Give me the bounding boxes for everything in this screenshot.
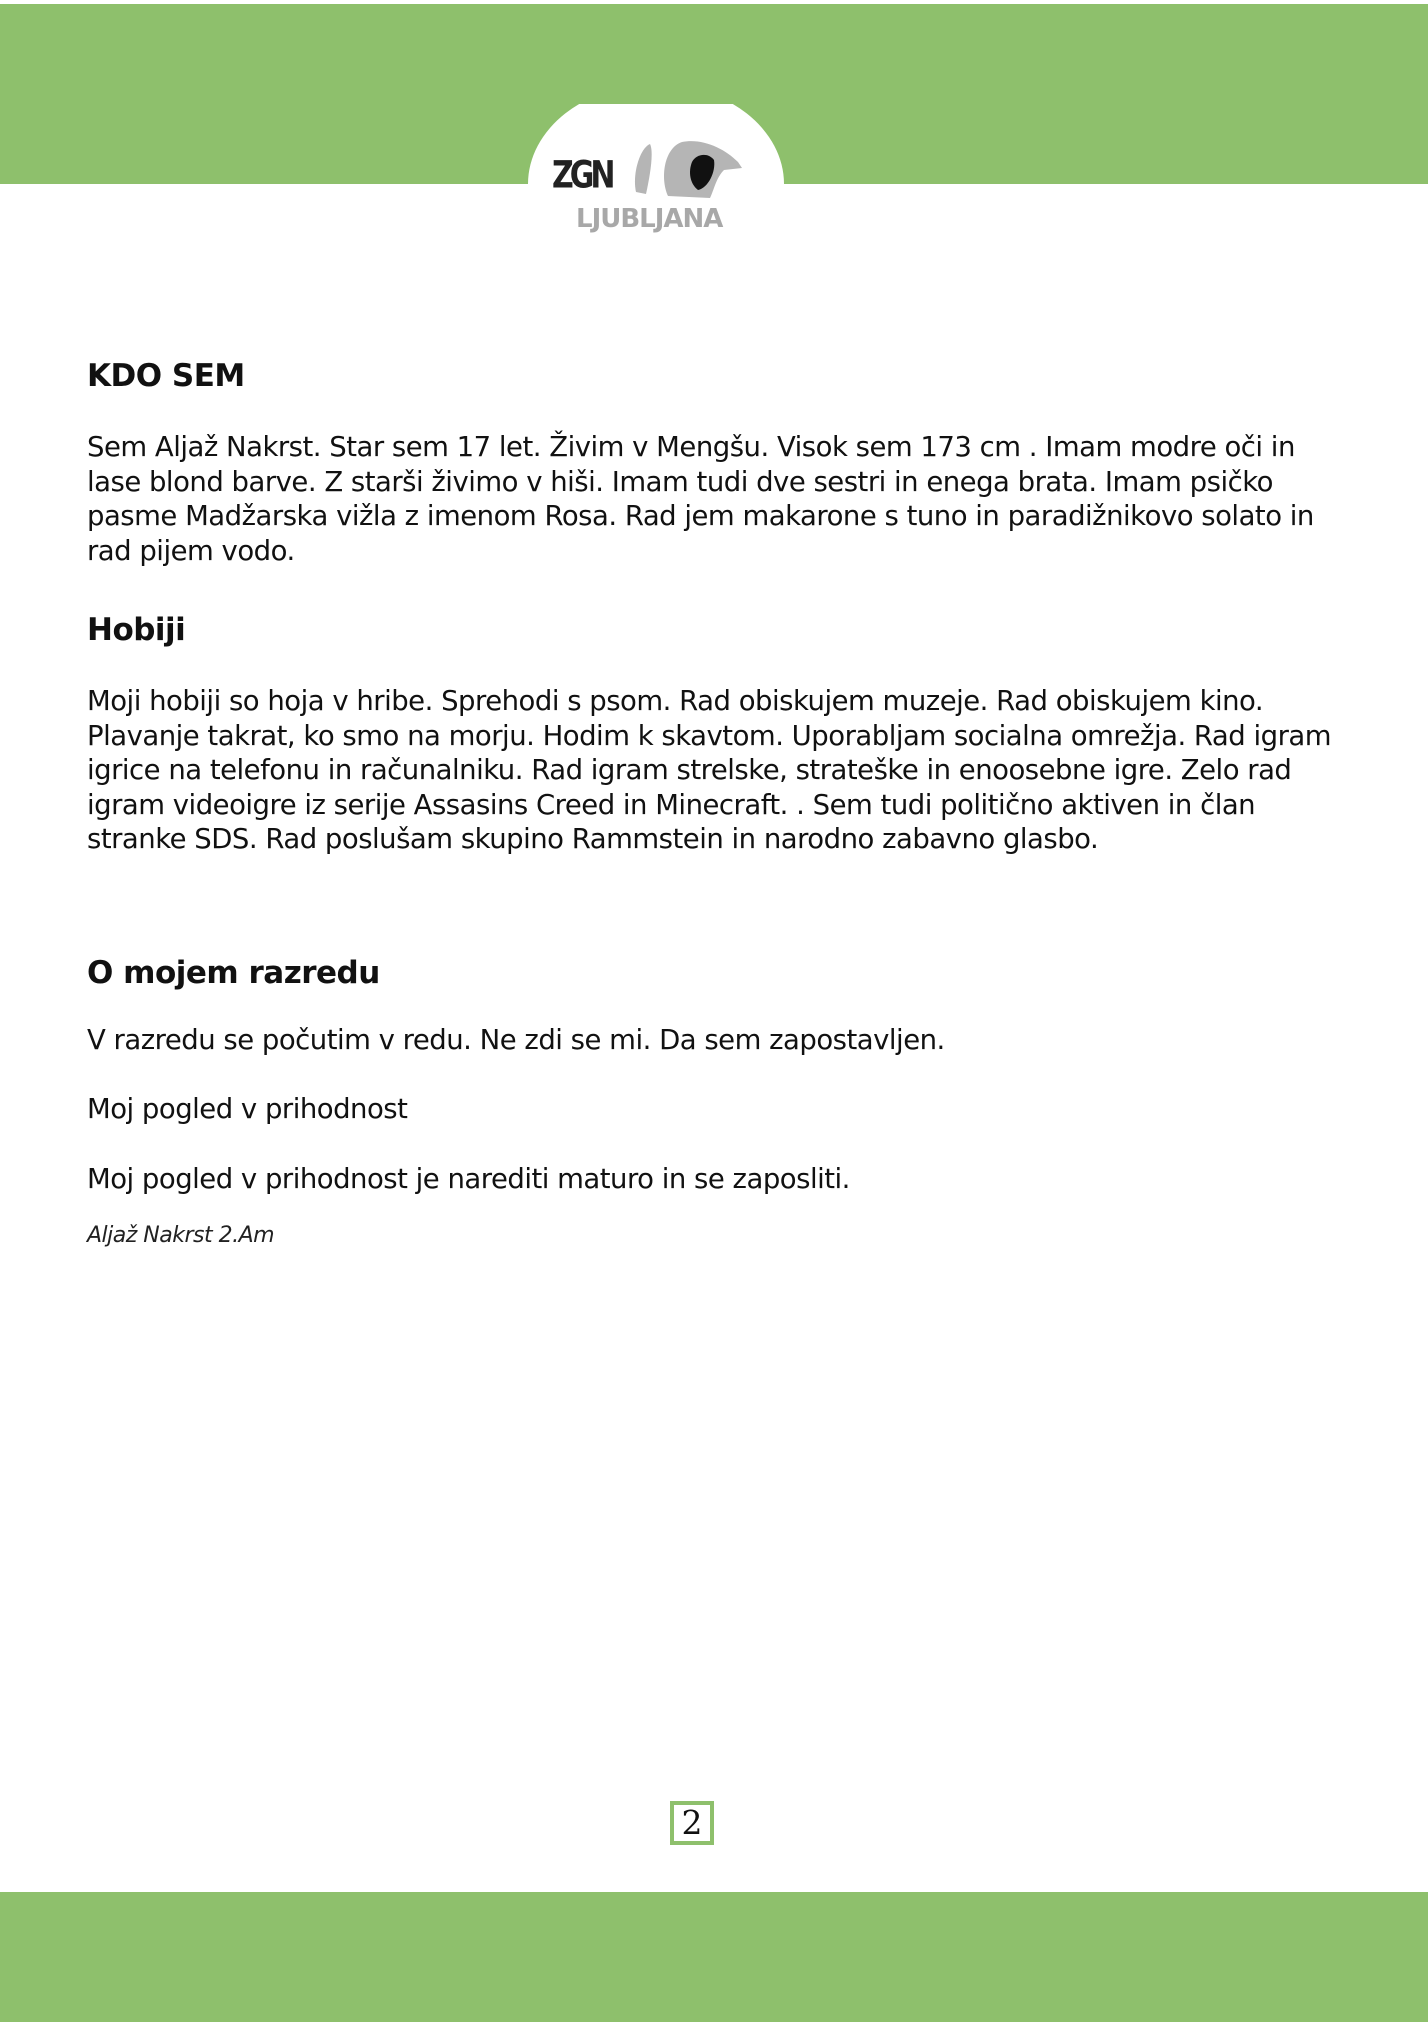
logo-text: LJUBLJANA: [576, 204, 723, 234]
logo-mark: ZGN: [552, 153, 612, 198]
heading-kdo-sem: KDO SEM: [87, 358, 245, 394]
heading-hobiji: Hobiji: [87, 612, 186, 648]
paragraph-razred: V razredu se počutim v redu. Ne zdi se mi. Da sem zapostavljen.: [87, 1023, 945, 1056]
author-signature: Aljaž Nakrst 2.Am: [87, 1223, 275, 1248]
footer-band: [0, 1892, 1428, 2022]
article: [87, 356, 1347, 1250]
paragraph-hobiji: Moji hobiji so hoja v hribe. Sprehodi s psom. Rad obiskujem muzeje. Rad obiskujem kino. Plavanje takrat, ko smo na morju. Hodim k skavtom. Uporabljam socialna omrežja. Rad igram igrice na telefonu in računalniku. Rad igram strelske, strateške in enoosebne igre. Zelo rad igram videoigre iz serije Assasins Creed in Minecraft. . Sem tudi politično aktiven in član stranke SDS. Rad poslušam skupino Rammstein in narodno zabavno glasbo.: [87, 685, 1332, 855]
heading-razred: O mojem razredu: [87, 954, 380, 991]
paragraph-kdo-sem: Sem Aljaž Nakrst. Star sem 17 let. Živim v Mengšu. Visok sem 173 cm . Imam modre oči in lase blond barve. Z starši živimo v hiši. Imam tudi dve sestri in enega brata. Imam psičko pasme Madžarska vižla z imenom Rosa. Rad jem makarone s tuno in paradižnikovo solato in rad pijem vodo.: [87, 431, 1314, 567]
subheading-prihodnost: Moj pogled v prihodnost: [87, 1093, 408, 1125]
paragraph-prihodnost: Moj pogled v prihodnost je narediti maturo in se zaposliti.: [87, 1162, 850, 1195]
page-number: 2: [670, 1801, 714, 1845]
